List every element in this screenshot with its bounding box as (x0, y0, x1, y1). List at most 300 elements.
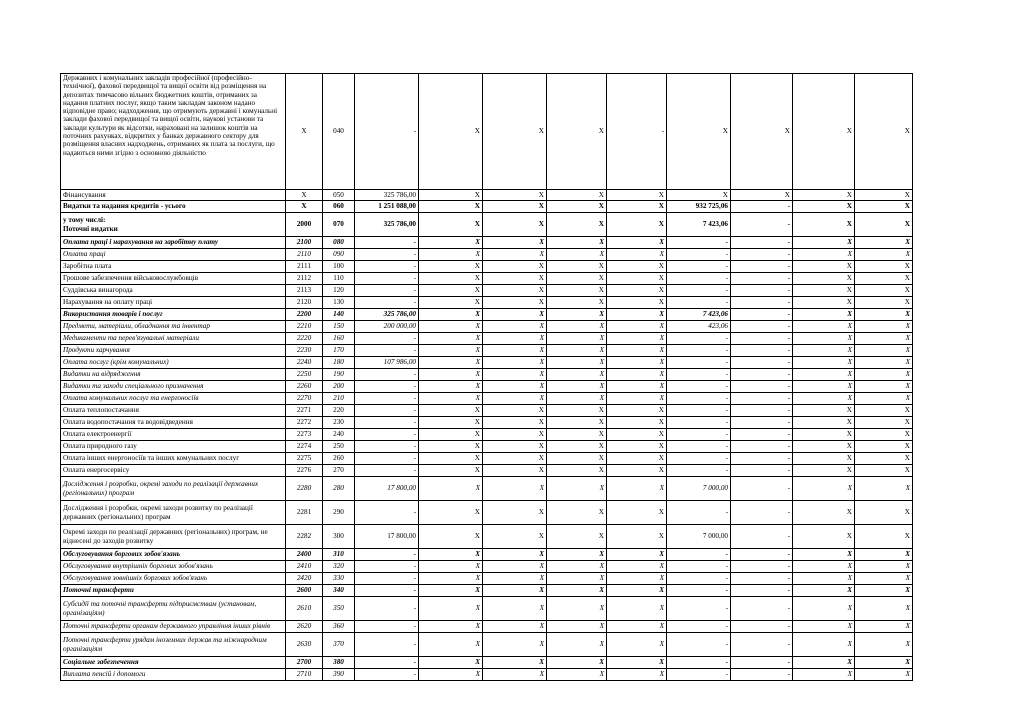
indicator-name-cell: Видатки на відрядження (61, 369, 286, 381)
col-5-value: X (419, 345, 483, 357)
row-code-cell: 340 (323, 585, 355, 597)
col-7-value: X (547, 633, 607, 657)
col-8-value: X (607, 321, 667, 333)
table-row (61, 273, 913, 285)
col-6-value: X (483, 429, 547, 441)
col-5-value: X (419, 74, 483, 190)
indicator-name-cell: Медикаменти та перев'язувальні матеріали (61, 333, 286, 345)
table-row (61, 309, 913, 321)
col-6-value: X (483, 573, 547, 585)
col-11-value: X (793, 345, 855, 357)
row-code-cell: 240 (323, 429, 355, 441)
kekv-code-cell: 2630 (286, 633, 323, 657)
table-body (61, 74, 913, 681)
indicator-name-cell: Суддівська винагорода (61, 285, 286, 297)
col-10-value: - (731, 429, 793, 441)
col-7-value: X (547, 477, 607, 501)
col-7-value: X (547, 261, 607, 273)
col-11-value: X (793, 597, 855, 621)
col-10-value: - (731, 357, 793, 369)
col-7-value: X (547, 297, 607, 309)
kekv-code-cell: 2600 (286, 585, 323, 597)
row-code-cell: 100 (323, 261, 355, 273)
table-row (61, 333, 913, 345)
kekv-code-cell: 2275 (286, 453, 323, 465)
col-8-value: X (607, 393, 667, 405)
table-row (61, 525, 913, 549)
row-code-cell: 140 (323, 309, 355, 321)
col-10-value: - (731, 549, 793, 561)
special-fund-value: - (667, 345, 731, 357)
kekv-code-cell: 2271 (286, 405, 323, 417)
special-fund-value: 932 725,06 (667, 201, 731, 213)
col-5-value: X (419, 561, 483, 573)
special-fund-value: - (667, 333, 731, 345)
special-fund-value: - (667, 381, 731, 393)
special-fund-value: - (667, 261, 731, 273)
kekv-code-cell: 2260 (286, 381, 323, 393)
indicator-name-cell: Нарахування на оплату праці (61, 297, 286, 309)
special-fund-value: 423,06 (667, 321, 731, 333)
col-6-value: X (483, 669, 547, 681)
general-fund-value: 1 251 088,00 (355, 201, 419, 213)
row-code-cell: 090 (323, 249, 355, 261)
table-row (61, 417, 913, 429)
col-8-value: X (607, 621, 667, 633)
col-10-value: - (731, 321, 793, 333)
row-code-cell: 290 (323, 501, 355, 525)
col-8-value: X (607, 261, 667, 273)
col-8-value: X (607, 249, 667, 261)
general-fund-value: - (355, 237, 419, 249)
indicator-name-cell: Поточні трансферти органам державного управління інших рівнів (61, 621, 286, 633)
col-11-value: X (793, 285, 855, 297)
col-11-value: X (793, 549, 855, 561)
special-fund-value: X (667, 74, 731, 190)
table-row (61, 345, 913, 357)
col-6-value: X (483, 453, 547, 465)
col-8-value: X (607, 441, 667, 453)
col-12-value: X (855, 213, 913, 237)
col-7-value: X (547, 597, 607, 621)
special-fund-value: - (667, 285, 731, 297)
col-12-value: X (855, 369, 913, 381)
general-fund-value: - (355, 273, 419, 285)
row-code-cell: 130 (323, 297, 355, 309)
kekv-code-cell: 2400 (286, 549, 323, 561)
col-10-value: - (731, 585, 793, 597)
col-7-value: X (547, 429, 607, 441)
col-11-value: X (793, 417, 855, 429)
col-7-value: X (547, 417, 607, 429)
special-fund-value: - (667, 597, 731, 621)
col-12-value: X (855, 573, 913, 585)
col-8-value: X (607, 345, 667, 357)
col-8-value: X (607, 201, 667, 213)
col-10-value: - (731, 369, 793, 381)
col-11-value: X (793, 369, 855, 381)
kekv-code-cell: 2282 (286, 525, 323, 549)
col-7-value: X (547, 285, 607, 297)
col-6-value: X (483, 597, 547, 621)
col-6-value: X (483, 333, 547, 345)
row-code-cell: 310 (323, 549, 355, 561)
col-12-value: X (855, 321, 913, 333)
col-6-value: X (483, 525, 547, 549)
col-10-value: - (731, 261, 793, 273)
kekv-code-cell: X (286, 74, 323, 190)
col-6-value: X (483, 441, 547, 453)
col-5-value: X (419, 585, 483, 597)
special-fund-value: 7 000,00 (667, 477, 731, 501)
table-row (61, 249, 913, 261)
col-6-value: X (483, 297, 547, 309)
kekv-code-cell: 2276 (286, 465, 323, 477)
col-10-value: - (731, 297, 793, 309)
col-8-value: X (607, 381, 667, 393)
col-6-value: X (483, 273, 547, 285)
general-fund-value: - (355, 669, 419, 681)
col-6-value: X (483, 621, 547, 633)
col-8-value: X (607, 333, 667, 345)
col-7-value: X (547, 201, 607, 213)
col-5-value: X (419, 597, 483, 621)
special-fund-value: - (667, 669, 731, 681)
table-row (61, 453, 913, 465)
special-fund-value: - (667, 453, 731, 465)
col-5-value: X (419, 381, 483, 393)
row-code-cell: 080 (323, 237, 355, 249)
special-fund-value: - (667, 621, 731, 633)
special-fund-value: - (667, 297, 731, 309)
kekv-code-cell: 2281 (286, 501, 323, 525)
col-10-value: X (731, 190, 793, 201)
kekv-code-cell: 2240 (286, 357, 323, 369)
kekv-code-cell: 2710 (286, 669, 323, 681)
indicator-name-cell: Продукти харчування (61, 345, 286, 357)
col-11-value: X (793, 393, 855, 405)
col-10-value: - (731, 669, 793, 681)
col-8-value: X (607, 669, 667, 681)
general-fund-value: - (355, 633, 419, 657)
table-row (61, 261, 913, 273)
col-5-value: X (419, 633, 483, 657)
general-fund-value: 325 786,00 (355, 213, 419, 237)
indicator-name-cell: Використання товарів і послуг (61, 309, 286, 321)
row-code-cell: 040 (323, 74, 355, 190)
general-fund-value: 200 000,00 (355, 321, 419, 333)
budget-report-sheet (60, 73, 913, 681)
kekv-code-cell: 2610 (286, 597, 323, 621)
col-8-value: X (607, 561, 667, 573)
kekv-code-cell: 2210 (286, 321, 323, 333)
col-5-value: X (419, 201, 483, 213)
col-6-value: X (483, 381, 547, 393)
kekv-code-cell: 2200 (286, 309, 323, 321)
col-11-value: X (793, 585, 855, 597)
col-5-value: X (419, 309, 483, 321)
kekv-code-cell: 2230 (286, 345, 323, 357)
col-12-value: X (855, 345, 913, 357)
general-fund-value: - (355, 261, 419, 273)
row-code-cell: 270 (323, 465, 355, 477)
col-6-value: X (483, 190, 547, 201)
table-row (61, 213, 913, 237)
col-12-value: X (855, 525, 913, 549)
col-12-value: X (855, 561, 913, 573)
col-11-value: X (793, 657, 855, 669)
col-11-value: X (793, 621, 855, 633)
col-10-value: - (731, 333, 793, 345)
col-6-value: X (483, 213, 547, 237)
col-11-value: X (793, 561, 855, 573)
col-12-value: X (855, 549, 913, 561)
col-6-value: X (483, 201, 547, 213)
col-7-value: X (547, 549, 607, 561)
general-fund-value: - (355, 381, 419, 393)
col-10-value: - (731, 309, 793, 321)
indicator-name-cell: Оплата праці і нарахування на заробітну плату (61, 237, 286, 249)
general-fund-value: - (355, 597, 419, 621)
col-12-value: X (855, 405, 913, 417)
indicator-name-cell: Грошове забезпечення військовослужбовців (61, 273, 286, 285)
indicator-name-cell: Видатки та заходи спеціального призначення (61, 381, 286, 393)
col-8-value: X (607, 285, 667, 297)
indicator-name-cell: Оплата водопостачання та водовідведення (61, 417, 286, 429)
table-row (61, 621, 913, 633)
table-row (61, 405, 913, 417)
col-11-value: X (793, 249, 855, 261)
col-6-value: X (483, 585, 547, 597)
special-fund-value: - (667, 429, 731, 441)
col-11-value: X (793, 453, 855, 465)
general-fund-value: - (355, 441, 419, 453)
col-11-value: X (793, 525, 855, 549)
general-fund-value: - (355, 621, 419, 633)
col-10-value: - (731, 453, 793, 465)
col-7-value: X (547, 249, 607, 261)
col-7-value: X (547, 357, 607, 369)
col-12-value: X (855, 453, 913, 465)
col-8-value: X (607, 501, 667, 525)
col-10-value: - (731, 285, 793, 297)
col-6-value: X (483, 345, 547, 357)
col-11-value: X (793, 213, 855, 237)
col-5-value: X (419, 357, 483, 369)
special-fund-value: - (667, 357, 731, 369)
row-code-cell: 070 (323, 213, 355, 237)
col-7-value: X (547, 405, 607, 417)
col-5-value: X (419, 657, 483, 669)
col-8-value: X (607, 357, 667, 369)
col-5-value: X (419, 190, 483, 201)
col-5-value: X (419, 465, 483, 477)
col-6-value: X (483, 309, 547, 321)
table-row (61, 465, 913, 477)
table-row (61, 429, 913, 441)
indicator-name-cell: Оплата енергосервісу (61, 465, 286, 477)
col-8-value: X (607, 633, 667, 657)
col-7-value: X (547, 213, 607, 237)
col-7-value: X (547, 453, 607, 465)
col-12-value: X (855, 285, 913, 297)
col-10-value: X (731, 74, 793, 190)
col-8-value: X (607, 429, 667, 441)
row-code-cell: 170 (323, 345, 355, 357)
table-row (61, 393, 913, 405)
col-8-value: X (607, 417, 667, 429)
col-11-value: X (793, 309, 855, 321)
indicator-name-cell: Оплата праці (61, 249, 286, 261)
col-12-value: X (855, 381, 913, 393)
col-8-value: X (607, 213, 667, 237)
special-fund-value: - (667, 573, 731, 585)
row-code-cell: 110 (323, 273, 355, 285)
col-12-value: X (855, 201, 913, 213)
general-fund-value: - (355, 345, 419, 357)
col-12-value: X (855, 477, 913, 501)
row-code-cell: 390 (323, 669, 355, 681)
col-10-value: - (731, 393, 793, 405)
indicator-name-cell: Окремі заходи по реалізації державних (регіональних) програм, не віднесені до заходів розвитку (61, 525, 286, 549)
indicator-name-cell: Видатки та надання кредитів - усього (61, 201, 286, 213)
col-11-value: X (793, 465, 855, 477)
col-5-value: X (419, 669, 483, 681)
col-10-value: - (731, 561, 793, 573)
col-12-value: X (855, 429, 913, 441)
indicator-name-cell: Предмети, матеріали, обладнання та інвентар (61, 321, 286, 333)
table-row (61, 369, 913, 381)
col-10-value: - (731, 417, 793, 429)
col-7-value: X (547, 74, 607, 190)
special-fund-value: - (667, 561, 731, 573)
col-5-value: X (419, 573, 483, 585)
table-row (61, 573, 913, 585)
col-8-value: - (607, 74, 667, 190)
col-5-value: X (419, 417, 483, 429)
col-7-value: X (547, 381, 607, 393)
col-6-value: X (483, 417, 547, 429)
general-fund-value: - (355, 561, 419, 573)
col-12-value: X (855, 465, 913, 477)
table-row (61, 561, 913, 573)
col-10-value: - (731, 273, 793, 285)
row-code-cell: 150 (323, 321, 355, 333)
special-fund-value: - (667, 273, 731, 285)
table-row (61, 585, 913, 597)
col-6-value: X (483, 633, 547, 657)
indicator-name-cell: Виплата пенсій і допомоги (61, 669, 286, 681)
kekv-code-cell: 2000 (286, 213, 323, 237)
kekv-code-cell: 2113 (286, 285, 323, 297)
col-6-value: X (483, 477, 547, 501)
col-5-value: X (419, 297, 483, 309)
col-6-value: X (483, 261, 547, 273)
kekv-code-cell: 2250 (286, 369, 323, 381)
col-11-value: X (793, 501, 855, 525)
general-fund-value: - (355, 369, 419, 381)
col-12-value: X (855, 393, 913, 405)
special-fund-value: - (667, 549, 731, 561)
row-code-cell: 220 (323, 405, 355, 417)
indicator-name-cell: Оплата послуг (крім комунальних) (61, 357, 286, 369)
col-10-value: - (731, 201, 793, 213)
table-row (61, 285, 913, 297)
row-code-cell: 120 (323, 285, 355, 297)
col-6-value: X (483, 501, 547, 525)
col-10-value: - (731, 405, 793, 417)
kekv-code-cell: 2280 (286, 477, 323, 501)
general-fund-value: - (355, 297, 419, 309)
col-11-value: X (793, 441, 855, 453)
col-10-value: - (731, 525, 793, 549)
col-7-value: X (547, 621, 607, 633)
col-6-value: X (483, 393, 547, 405)
row-code-cell: 300 (323, 525, 355, 549)
col-8-value: X (607, 597, 667, 621)
col-8-value: X (607, 369, 667, 381)
general-fund-value: - (355, 453, 419, 465)
indicator-name-cell: Обслуговування боргових зобов'язань (61, 549, 286, 561)
col-5-value: X (419, 273, 483, 285)
col-6-value: X (483, 74, 547, 190)
expenditure-table (60, 73, 913, 681)
col-8-value: X (607, 309, 667, 321)
col-6-value: X (483, 249, 547, 261)
special-fund-value: - (667, 633, 731, 657)
row-code-cell: 320 (323, 561, 355, 573)
col-11-value: X (793, 333, 855, 345)
indicator-name-cell: Оплата комунальних послуг та енергоносіїв (61, 393, 286, 405)
kekv-code-cell: 2274 (286, 441, 323, 453)
kekv-code-cell: 2220 (286, 333, 323, 345)
table-row (61, 357, 913, 369)
table-row (61, 657, 913, 669)
col-7-value: X (547, 561, 607, 573)
kekv-code-cell: 2700 (286, 657, 323, 669)
general-fund-value: 17 800,00 (355, 525, 419, 549)
general-fund-value: 107 986,00 (355, 357, 419, 369)
col-12-value: X (855, 273, 913, 285)
table-row (61, 381, 913, 393)
col-7-value: X (547, 501, 607, 525)
col-11-value: X (793, 201, 855, 213)
col-12-value: X (855, 441, 913, 453)
kekv-code-cell: 2270 (286, 393, 323, 405)
indicator-name-cell: Поточні трансферти (61, 585, 286, 597)
kekv-code-cell: 2112 (286, 273, 323, 285)
col-7-value: X (547, 525, 607, 549)
special-fund-value: X (667, 190, 731, 201)
special-fund-value: - (667, 465, 731, 477)
col-10-value: - (731, 381, 793, 393)
special-fund-value: - (667, 369, 731, 381)
special-fund-value: - (667, 417, 731, 429)
table-row (61, 74, 913, 190)
col-8-value: X (607, 190, 667, 201)
col-11-value: X (793, 273, 855, 285)
indicator-name-cell: Дослідження і розробки, окремі заходи по реалізації державних (регіональних) програм (61, 477, 286, 501)
row-code-cell: 260 (323, 453, 355, 465)
table-row (61, 669, 913, 681)
col-10-value: - (731, 465, 793, 477)
kekv-code-cell: 2120 (286, 297, 323, 309)
general-fund-value: - (355, 657, 419, 669)
col-11-value: X (793, 190, 855, 201)
table-row (61, 190, 913, 201)
row-code-cell: 180 (323, 357, 355, 369)
row-code-cell: 380 (323, 657, 355, 669)
